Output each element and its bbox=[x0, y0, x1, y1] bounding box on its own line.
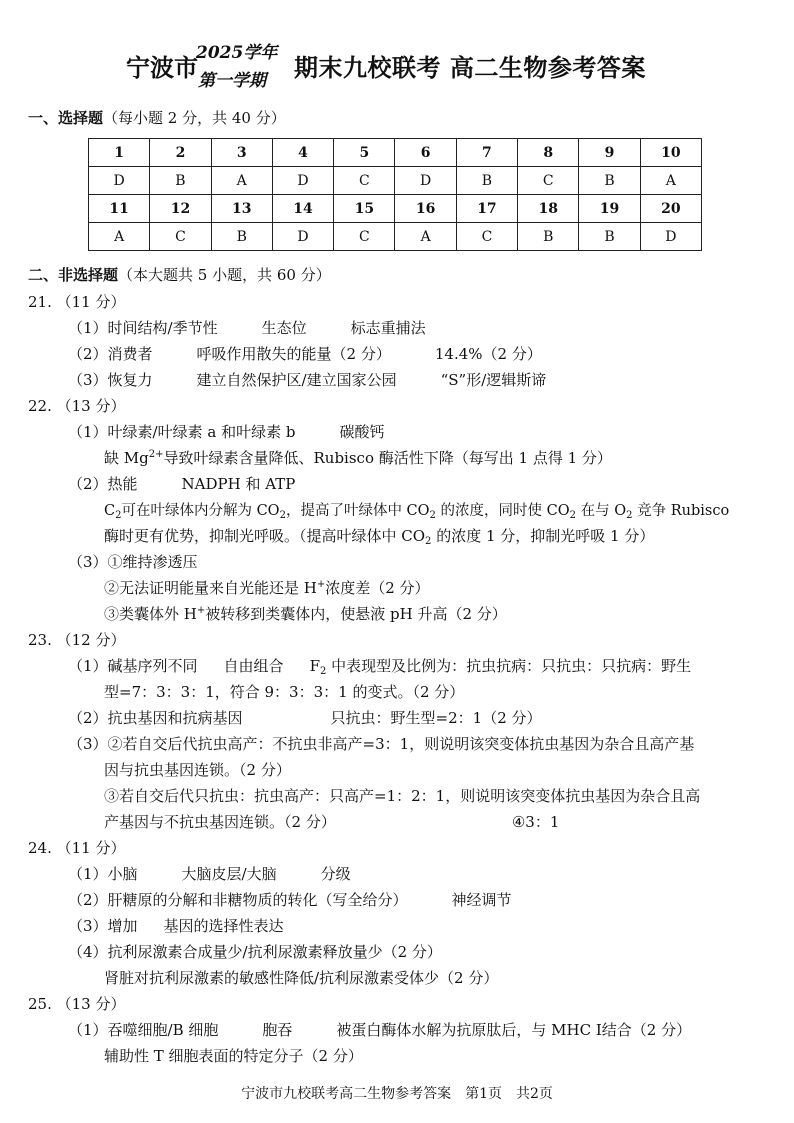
question-number-cell: 10 bbox=[640, 139, 701, 167]
question-number-cell: 14 bbox=[272, 195, 333, 223]
answer-cell: B bbox=[579, 223, 640, 251]
page-footer: 宁波市九校联考高二生物参考答案 第1页 共2页 bbox=[241, 1086, 553, 1102]
question-number-cell: 6 bbox=[395, 139, 456, 167]
answer-cell: C bbox=[518, 167, 579, 195]
q24-answer-4: （4）抗利尿激素合成量少/抗利尿激素释放量少（2 分） bbox=[68, 943, 442, 961]
section1-label: 一、选择题 bbox=[28, 109, 104, 127]
question-number-row bbox=[89, 139, 702, 167]
q22-answer-3: （3）①维持渗透压 bbox=[68, 553, 198, 571]
question-number-cell: 5 bbox=[334, 139, 395, 167]
q21-heading: 21. （11 分） bbox=[28, 293, 126, 311]
answer-cell: C bbox=[334, 223, 395, 251]
answer-cell: D bbox=[395, 167, 456, 195]
section2-label: 二、非选择题 bbox=[28, 266, 119, 284]
question-number-cell: 3 bbox=[211, 139, 272, 167]
q25-answer-1-b: 辅助性 T 细胞表面的特定分子（2 分） bbox=[104, 1047, 363, 1065]
answer-cell: B bbox=[518, 223, 579, 251]
answer-cell: A bbox=[395, 223, 456, 251]
q22-answer-2-detail-a: $C_2$可在叶绿体内分解为 $CO_2$，提高了叶绿体中 $CO_2$ 的浓度，同时使 $CO_2$ 在与 $O_2$ 竞争 Rubisco bbox=[104, 503, 730, 521]
q22-answer-2-detail-b: 酶时更有优势，抑制光呼吸。（提高叶绿体中 $CO_2$ 的浓度 1 分，抑制光呼吸 1 分） bbox=[104, 527, 655, 547]
question-number-cell: 16 bbox=[395, 195, 456, 223]
title-rest: 期末九校联考 高二生物参考答案 bbox=[294, 53, 646, 82]
question-number-cell: 12 bbox=[150, 195, 211, 223]
question-number-cell: 19 bbox=[579, 195, 640, 223]
question-number-cell: 2 bbox=[150, 139, 211, 167]
question-number-cell: 1 bbox=[89, 139, 150, 167]
q23-answer-3: （3）②若自交后代抗虫高产：不抗虫非高产=3：1，则说明该突变体抗虫基因为杂合且高产基 bbox=[68, 735, 695, 753]
q23-answer-1: （1）碱基序列不同 自由组合 $F_2$ 中表现型及比例为：抗虫抗病：只抗虫：只抗病：野生 bbox=[68, 657, 692, 677]
answer-row bbox=[89, 167, 702, 195]
question-number-row bbox=[89, 195, 702, 223]
q25-answer-1: （1）吞噬细胞/B 细胞 胞吞 被蛋白酶体水解为抗原肽后，与 MHC I结合（2 分） bbox=[68, 1021, 692, 1039]
question-number-cell: 20 bbox=[640, 195, 701, 223]
answer-row bbox=[89, 223, 702, 251]
section2-heading bbox=[28, 264, 331, 285]
answer-cell: D bbox=[272, 223, 333, 251]
question-number-cell: 18 bbox=[518, 195, 579, 223]
q21-answer-3: （3）恢复力 建立自然保护区/建立国家公园 “S”形/逻辑斯谛 bbox=[68, 371, 547, 389]
q21-answer-2: （2）消费者 呼吸作用散失的能量（2 分） 14.4%（2 分） bbox=[68, 345, 542, 363]
section1-heading bbox=[28, 107, 286, 128]
q23-answer-3-c: ③若自交后代只抗虫：抗虫高产：只高产=1：2：1，则说明该突变体抗虫基因为杂合且高 bbox=[104, 787, 701, 805]
title-term: 第一学期 bbox=[198, 71, 266, 91]
q25-heading: 25. （13 分） bbox=[28, 995, 126, 1013]
q24-heading: 24. （11 分） bbox=[28, 839, 126, 857]
section2-note: （本大题共 5 小题，共 60 分） bbox=[118, 266, 331, 284]
answer-cell: C bbox=[456, 223, 517, 251]
title-city: 宁波市 bbox=[126, 53, 198, 82]
answer-cell: B bbox=[150, 167, 211, 195]
answer-cell: C bbox=[150, 223, 211, 251]
question-number-cell: 17 bbox=[456, 195, 517, 223]
answer-cell: B bbox=[211, 223, 272, 251]
q24-answer-4-b: 肾脏对抗利尿激素的敏感性降低/抗利尿激素受体少（2 分） bbox=[104, 969, 499, 987]
q24-answer-1: （1）小脑 大脑皮层/大脑 分级 bbox=[68, 865, 351, 883]
answer-cell: D bbox=[272, 167, 333, 195]
q22-answer-2: （2）热能 NADPH 和 ATP bbox=[68, 475, 296, 493]
q23-answer-3-d: 产基因与不抗虫基因连锁。（2 分） ④3：1 bbox=[104, 813, 560, 831]
q23-answer-1-b: 型=7：3：3：1，符合 9：3：3：1 的变式。（2 分） bbox=[104, 683, 465, 701]
answer-cell: A bbox=[640, 167, 701, 195]
answer-cell: B bbox=[579, 167, 640, 195]
answer-cell: A bbox=[211, 167, 272, 195]
question-number-cell: 11 bbox=[89, 195, 150, 223]
question-number-cell: 13 bbox=[211, 195, 272, 223]
answer-cell: A bbox=[89, 223, 150, 251]
q22-heading: 22. （13 分） bbox=[28, 397, 126, 415]
question-number-cell: 8 bbox=[518, 139, 579, 167]
answer-cell: D bbox=[640, 223, 701, 251]
answer-cell: B bbox=[456, 167, 517, 195]
section1-note: （每小题 2 分，共 40 分） bbox=[103, 109, 286, 127]
question-number-cell: 7 bbox=[456, 139, 517, 167]
q22-answer-1-detail: 缺 $Mg^{2+}$导致叶绿素含量降低、Rubisco 酶活性下降（每写出 1 点得 1 分） bbox=[104, 449, 612, 467]
question-number-cell: 15 bbox=[334, 195, 395, 223]
q22-answer-1: （1）叶绿素/叶绿素 a 和叶绿素 b 碳酸钙 bbox=[68, 423, 385, 441]
page-title bbox=[0, 38, 794, 94]
q24-answer-2: （2）肝糖原的分解和非糖物质的转化（写全给分） 神经调节 bbox=[68, 891, 512, 909]
title-year: 2025学年 bbox=[196, 43, 278, 63]
question-number-cell: 4 bbox=[272, 139, 333, 167]
answer-cell: C bbox=[334, 167, 395, 195]
q22-answer-3-b: ②无法证明能量来自光能还是 H+浓度差（2 分） bbox=[104, 579, 430, 597]
q23-answer-3-b: 因与抗虫基因连锁。（2 分） bbox=[104, 761, 291, 779]
q21-answer-1: （1）时间结构/季节性 生态位 标志重捕法 bbox=[68, 319, 426, 337]
answer-table bbox=[88, 138, 702, 251]
q23-heading: 23. （12 分） bbox=[28, 631, 126, 649]
q22-answer-3-c: ③类囊体外 H+被转移到类囊体内，使悬液 pH 升高（2 分） bbox=[104, 605, 507, 623]
question-number-cell: 9 bbox=[579, 139, 640, 167]
q24-answer-3: （3）增加 基因的选择性表达 bbox=[68, 917, 284, 935]
q23-answer-2: （2）抗虫基因和抗病基因 只抗虫：野生型=2：1（2 分） bbox=[68, 709, 542, 727]
answer-cell: D bbox=[89, 167, 150, 195]
